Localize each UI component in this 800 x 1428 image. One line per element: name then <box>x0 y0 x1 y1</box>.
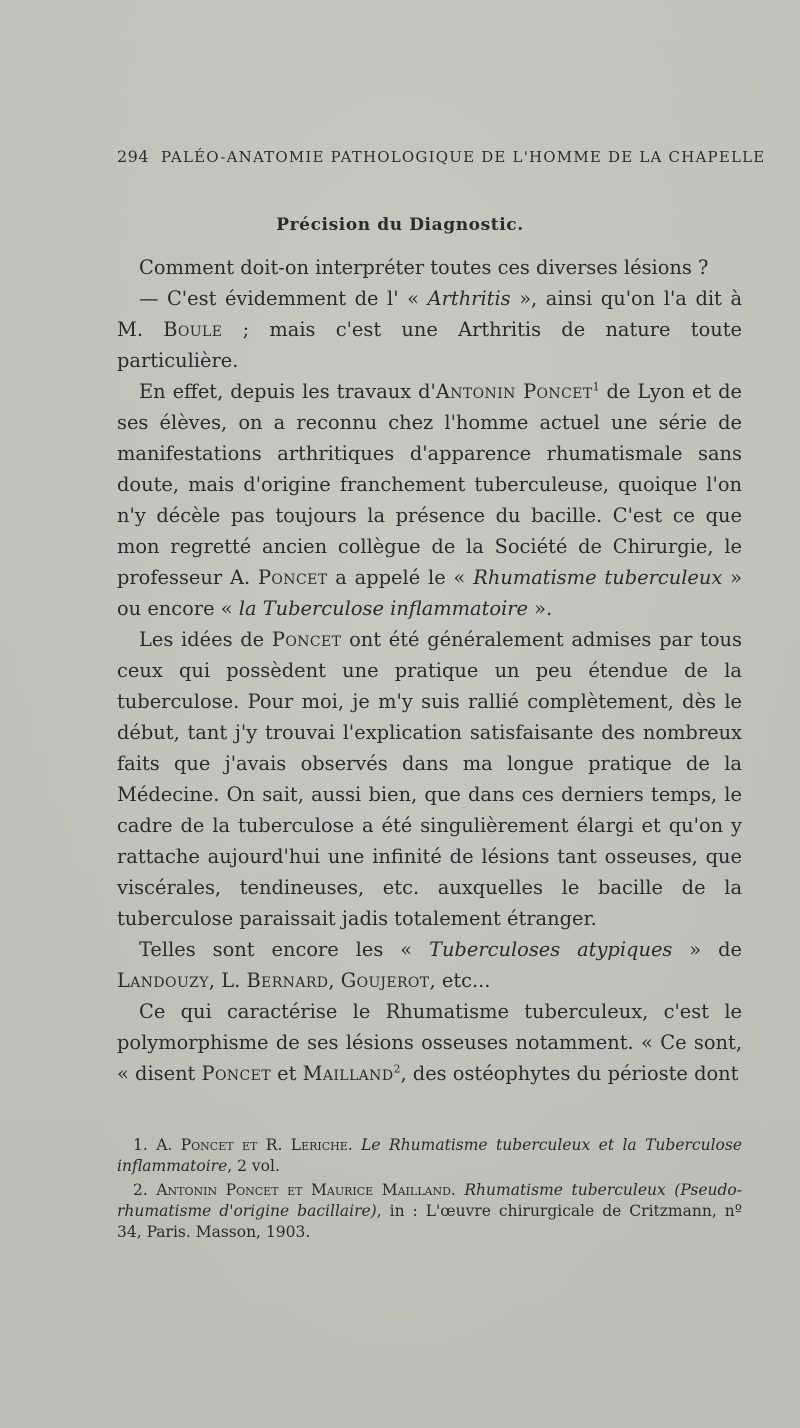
page-number: 294 <box>117 147 150 166</box>
footnote-text: , 2 vol. <box>227 1157 280 1175</box>
text-run: » ou encore « <box>117 566 743 620</box>
section-title: Précision du Diagnostic. <box>276 215 524 235</box>
author-name: Bernard <box>246 969 329 992</box>
text-run: Telles sont encore les « <box>139 938 430 961</box>
paragraph-1 <box>117 252 742 283</box>
text-run: ; mais c'est une Arthritis de nature toute particulière. <box>117 318 742 372</box>
text-run: , <box>328 969 341 992</box>
italic-term: la Tuberculose inflammatoire <box>238 597 529 620</box>
author-name: Landouzy <box>117 969 209 992</box>
text-run: ». <box>528 597 553 620</box>
footnote-1 <box>117 1135 742 1177</box>
author-name: Mailland <box>302 1062 394 1085</box>
author-name: Antonin Poncet <box>435 380 593 403</box>
footnote-ref[interactable]: 1 <box>592 380 600 394</box>
paragraph-5 <box>117 934 742 996</box>
author-name: Boule <box>163 318 223 341</box>
text-run: ont été généralement admises par tous ceux qui possèdent une pratique un peu étendue de la tuberculose. Pour moi, je m'y suis rallié complètement, dès le début, tant j'y trouvai l'explication satisfaisante des nombreux faits que j'avais observés dans ma longue pratique de la Médecine. On sait, aussi bien, que dans ces derniers temps, le cadre de la tuberculose a été singulièrement élargi et qu'on y rattache aujourd'hui une infinité de lésions tant osseuses, que viscérales, tendineuses, etc. auxquelles le bacille de la tuberculose paraissait jadis totalement étranger. <box>117 628 742 930</box>
text-run: , des ostéophytes du périoste dont <box>400 1062 739 1085</box>
author-name: Poncet <box>257 566 328 589</box>
running-header <box>117 147 766 166</box>
text-run: » de <box>672 938 742 961</box>
paragraph-4 <box>117 624 742 934</box>
text-run: Ce qui caractérise le Rhumatisme tuberculeux, c'est le polymorphisme de ses lésions osseuses notamment. « Ce sont, « disent <box>117 1000 742 1085</box>
footnote-text: , in : L'œuvre chirurgicale de Critzmann, nº 34, Paris. Masson, 1903. <box>117 1202 743 1241</box>
paragraph-3 <box>117 376 742 624</box>
author-name: Poncet <box>271 628 342 651</box>
footnote-ref[interactable]: 2 <box>393 1062 401 1076</box>
body-text <box>117 252 742 1089</box>
author-name: Goujerot <box>340 969 430 992</box>
footnote-title: Rhumatisme tuberculeux (Pseudo-rhumatisme d'origine bacillaire) <box>117 1181 742 1220</box>
text-run: , etc... <box>429 969 491 992</box>
paragraph-6 <box>117 996 742 1089</box>
running-title: PALÉO-ANATOMIE PATHOLOGIQUE DE L'HOMME DE LA CHAPELLE <box>161 148 766 166</box>
text-run: — C'est évidemment de l' « <box>139 287 428 310</box>
text-run: et <box>270 1062 303 1085</box>
text-run: Comment doit-on interpréter toutes ces diverses lésions ? <box>139 256 709 279</box>
text-run: a appelé le « <box>327 566 474 589</box>
footnote-authors: 1. A. Poncet et R. Leriche. <box>133 1136 353 1154</box>
text-run: Les idées de <box>139 628 272 651</box>
text-run: , L. <box>208 969 247 992</box>
text-run: En effet, depuis les travaux d' <box>139 380 436 403</box>
italic-term: Tuberculoses atypiques <box>429 938 673 961</box>
text-run: de Lyon et de ses élèves, on a reconnu chez l'homme actuel une série de manifestations arthritiques d'apparence rhumatismale sans doute, mais d'origine franchement tuberculeuse, quoique l'on n'y décèle pas toujours la présence du bacille. C'est ce que mon regretté ancien collègue de la Société de Chirurgie, le professeur A. <box>117 380 742 589</box>
footnote-2 <box>117 1180 742 1243</box>
author-name: Poncet <box>201 1062 271 1085</box>
italic-term: Rhumatisme tuberculeux <box>473 566 723 589</box>
text-run: », ainsi qu'on l'a dit à M. <box>117 287 742 341</box>
paragraph-2 <box>117 283 742 376</box>
footnote-title: Le Rhumatisme tuberculeux et la Tuberculose inflammatoire <box>117 1136 742 1175</box>
footnote-authors: 2. Antonin Poncet et Maurice Mailland. <box>133 1181 456 1199</box>
italic-term: Arthritis <box>427 287 511 310</box>
footnotes <box>117 1135 742 1246</box>
